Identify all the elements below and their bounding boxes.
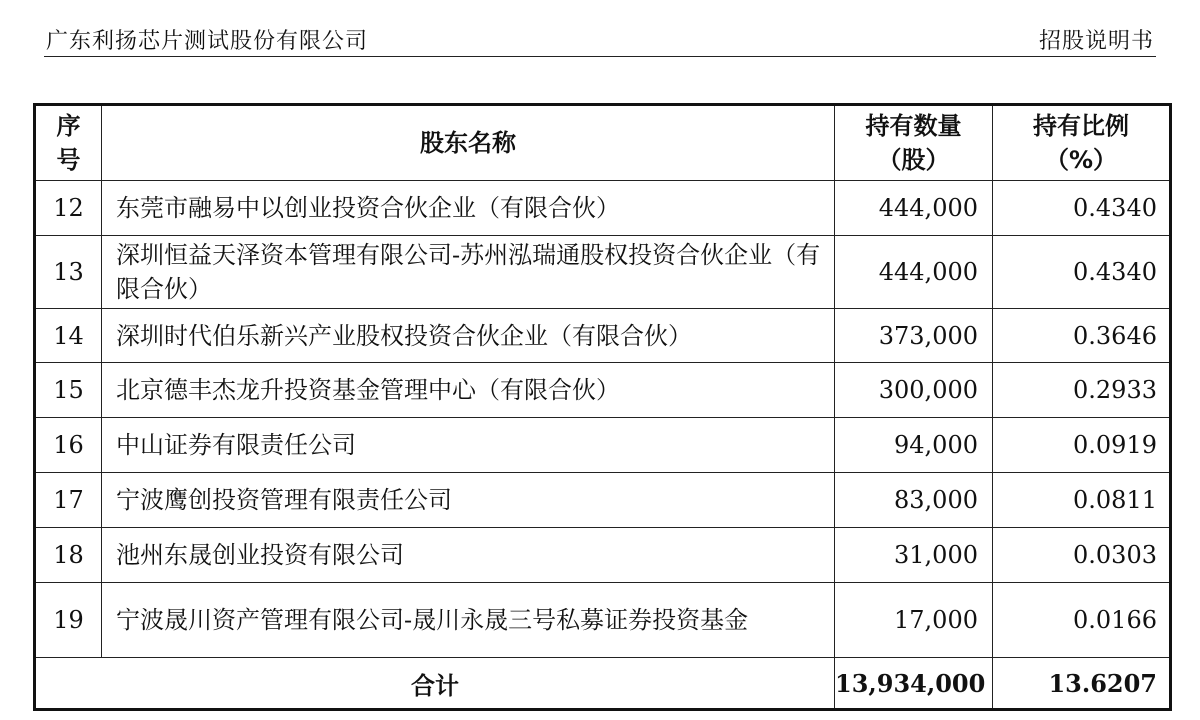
table-row xyxy=(35,363,1171,418)
table-row xyxy=(35,181,1171,236)
col-header-no-line1: 序 xyxy=(56,112,81,140)
row-shares: 373,000 xyxy=(835,309,993,363)
col-header-no xyxy=(35,105,102,181)
row-shares: 31,000 xyxy=(835,528,993,583)
total-label: 合计 xyxy=(35,658,835,710)
row-no: 12 xyxy=(35,181,102,236)
col-header-ratio-line2: （%） xyxy=(1044,146,1118,174)
row-name: 宁波晟川资产管理有限公司-晟川永晟三号私募证券投资基金 xyxy=(102,583,835,658)
table-header-row xyxy=(35,105,1171,181)
row-name: 北京德丰杰龙升投资基金管理中心（有限合伙） xyxy=(102,363,835,418)
document-type: 招股说明书 xyxy=(1038,29,1154,54)
table-row xyxy=(35,528,1171,583)
col-header-shares xyxy=(835,105,993,181)
table-row xyxy=(35,309,1171,363)
row-ratio: 0.0166 xyxy=(993,583,1171,658)
row-shares: 17,000 xyxy=(835,583,993,658)
row-no: 17 xyxy=(35,473,102,528)
row-ratio: 0.2933 xyxy=(993,363,1171,418)
total-row xyxy=(35,658,1171,710)
row-no: 13 xyxy=(35,236,102,309)
row-no: 15 xyxy=(35,363,102,418)
row-name: 中山证券有限责任公司 xyxy=(102,418,835,473)
total-shares: 13,934,000 xyxy=(835,658,993,710)
row-shares: 94,000 xyxy=(835,418,993,473)
row-ratio: 0.0811 xyxy=(993,473,1171,528)
table-row xyxy=(35,583,1171,658)
page-header xyxy=(44,0,1156,57)
col-header-shares-line1: 持有数量 xyxy=(865,112,962,140)
row-name: 宁波鹰创投资管理有限责任公司 xyxy=(102,473,835,528)
row-ratio: 0.0303 xyxy=(993,528,1171,583)
col-header-ratio-line1: 持有比例 xyxy=(1033,112,1129,140)
col-header-name: 股东名称 xyxy=(102,105,835,181)
row-shares: 300,000 xyxy=(835,363,993,418)
col-header-shares-line2: （股） xyxy=(877,146,950,174)
row-shares: 83,000 xyxy=(835,473,993,528)
row-name: 深圳恒益天泽资本管理有限公司-苏州泓瑞通股权投资合伙企业（有限合伙） xyxy=(102,236,835,309)
row-ratio: 0.0919 xyxy=(993,418,1171,473)
table-row xyxy=(35,236,1171,309)
row-shares: 444,000 xyxy=(835,181,993,236)
row-ratio: 0.4340 xyxy=(993,181,1171,236)
row-ratio: 0.3646 xyxy=(993,309,1171,363)
table-row xyxy=(35,418,1171,473)
row-name: 东莞市融易中以创业投资合伙企业（有限合伙） xyxy=(102,181,835,236)
row-name: 池州东晟创业投资有限公司 xyxy=(102,528,835,583)
row-ratio: 0.4340 xyxy=(993,236,1171,309)
col-header-ratio xyxy=(993,105,1171,181)
row-shares: 444,000 xyxy=(835,236,993,309)
shareholder-table xyxy=(33,103,1172,711)
row-no: 18 xyxy=(35,528,102,583)
row-no: 19 xyxy=(35,583,102,658)
company-name: 广东利扬芯片测试股份有限公司 xyxy=(46,29,369,54)
row-no: 16 xyxy=(35,418,102,473)
row-no: 14 xyxy=(35,309,102,363)
total-ratio: 13.6207 xyxy=(993,658,1171,710)
table-row xyxy=(35,473,1171,528)
row-name: 深圳时代伯乐新兴产业股权投资合伙企业（有限合伙） xyxy=(102,309,835,363)
col-header-no-line2: 号 xyxy=(56,146,81,174)
